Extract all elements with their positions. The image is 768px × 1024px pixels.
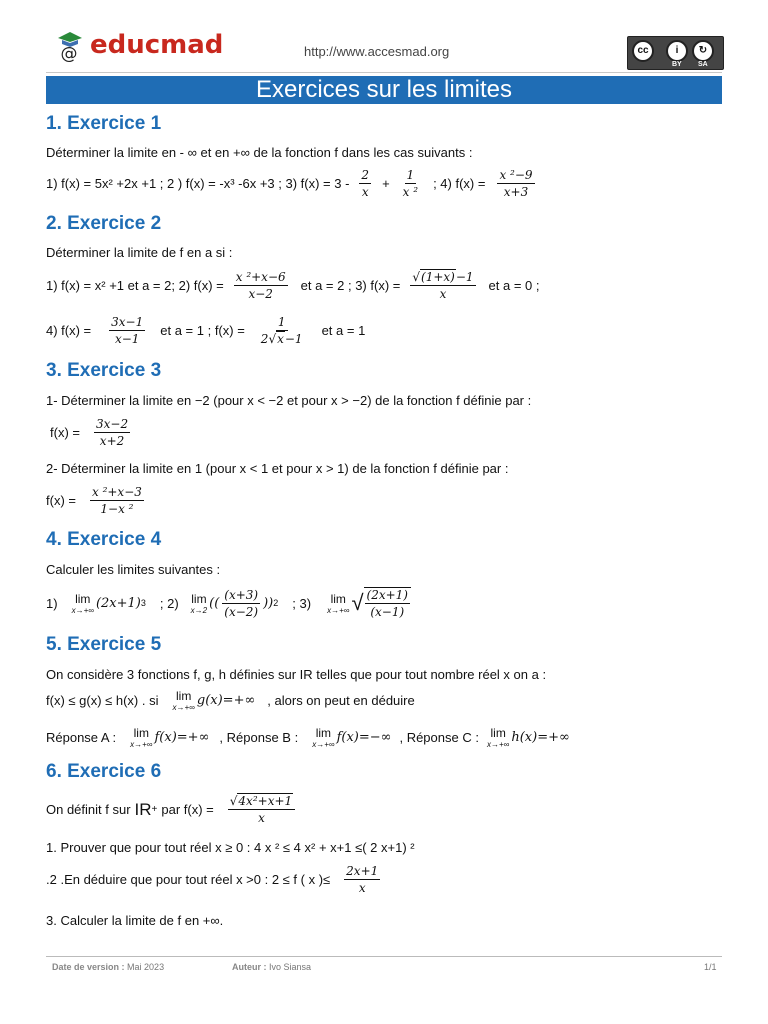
ex1-plus: + <box>382 176 390 191</box>
page-title: Exercices sur les limites <box>46 76 722 104</box>
ex5-ineq-text: f(x) ≤ g(x) ≤ h(x) . si <box>46 693 159 708</box>
ex5-lim-a: lim x→+∞ <box>130 726 153 749</box>
sa-label: SA <box>698 61 708 68</box>
ex5-ineq <box>46 689 415 712</box>
ex4-expr1: (2x+1) <box>95 595 141 611</box>
footer-divider <box>46 956 722 957</box>
ex1-heading: 1. Exercice 1 <box>46 113 162 134</box>
ex4-lim3: lim x→+∞ <box>327 591 350 615</box>
footer-author <box>232 962 311 972</box>
ex1-intro: Déterminer la limite en - ∞ et en +∞ de la fonction f dans les cas suivants : <box>46 145 473 160</box>
ex5-ra-expr: f(x)=+∞ <box>154 730 210 745</box>
ex1-line <box>46 168 538 199</box>
ex1-frac3: $\frac{\text{x ²−9}}{x+3}$ <box>499 168 533 199</box>
ex3-f1 <box>50 417 133 448</box>
ex6-def-b: par f(x) = <box>161 802 214 817</box>
ex5-lim-c: lim x→+∞ <box>486 726 510 749</box>
version-value: Mai 2023 <box>127 962 165 972</box>
ex3-fx1: f(x) = <box>50 425 80 440</box>
ex4-limits <box>46 587 414 619</box>
ex5-lim-g: lim x→+∞ <box>172 689 195 712</box>
ex4-lim2: lim x→2 <box>190 591 208 615</box>
ex1-text-b: ; 4) f(x) = <box>433 176 486 191</box>
ex2-intro: Déterminer la limite de f en a si : <box>46 245 233 260</box>
educmad-logo <box>52 28 223 62</box>
ex1-text-a: 1) f(x) = 5x² +2x +1 ; 2 ) f(x) = -x³ -6x +3 ; 3) f(x) = 3 - <box>46 176 350 191</box>
ex1-frac2: $\frac{1}{\text{x ²}}$ <box>402 168 419 199</box>
by-person-icon: i <box>666 40 688 62</box>
ex2-l1a: 1) f(x) = x² +1 et a = 2; 2) f(x) = <box>46 278 224 293</box>
ex3-fx2: f(x) = <box>46 493 76 508</box>
ex5-then: , alors on peut en déduire <box>267 693 415 708</box>
ex6-q3: 3. Calculer la limite de f en +∞. <box>46 913 224 928</box>
svg-text:@: @ <box>60 44 78 62</box>
ex4-pow2: 2 <box>273 598 279 608</box>
ex3-frac2: $\frac{\text{x ²+x−3}}{\text{1−x ²}}$ <box>91 485 142 516</box>
ex4-lim1: lim x→+∞ <box>71 591 94 615</box>
author-value: Ivo Siansa <box>269 962 312 972</box>
ex3-frac1: $\frac{3x-2}{x+2}$ <box>95 417 129 448</box>
ex5-heading: 5. Exercice 5 <box>46 634 162 655</box>
ex2-frac2: $\frac{√(1+x)-1}{x}$ <box>412 270 474 301</box>
ex6-def-a: On définit f sur <box>46 802 131 817</box>
ex2-l1c: et a = 0 ; <box>488 278 540 293</box>
ex4-pow1: 3 <box>140 598 146 608</box>
page-number: 1/1 <box>704 962 717 972</box>
author-label: Auteur : <box>232 962 267 972</box>
ex4-heading: 4. Exercice 4 <box>46 529 162 550</box>
ex4-frac2: $\frac{(x+3)}{(x-2)}$ <box>224 587 259 619</box>
by-label: BY <box>672 61 682 68</box>
header-divider <box>46 72 722 73</box>
ex4-intro: Calculer les limites suivantes : <box>46 562 221 577</box>
ex6-def <box>46 794 298 825</box>
ex5-answers <box>46 726 570 749</box>
ex2-frac1: $\frac{\text{x ²+x−6}}{x-2}$ <box>235 270 286 301</box>
ex2-line2 <box>46 315 365 346</box>
ex4-paren-open: (( <box>209 595 220 611</box>
ex2-frac3: $\frac{3x-1}{x-1}$ <box>111 315 144 346</box>
ex6-q2 <box>46 864 383 895</box>
ex5-lim-b: lim x→+∞ <box>312 726 335 749</box>
version-label: Date de version : <box>52 962 125 972</box>
ex4-n1: 1) <box>46 595 58 611</box>
ex5-intro: On considère 3 fonctions f, g, h définies sur IR telles que pour tout nombre réel x on a : <box>46 667 547 682</box>
ex3-f2 <box>46 485 147 516</box>
ex5-rb: , Réponse B : <box>219 730 299 745</box>
ex6-q1: 1. Prouver que pour tout réel x ≥ 0 : 4 x ² ≤ 4 x² + x+1 ≤( 2 x+1) ² <box>46 840 415 855</box>
ex5-rb-expr: f(x)=−∞ <box>336 730 392 745</box>
ex3-q1: 1- Déterminer la limite en −2 (pour x < −2 et pour x > −2) de la fonction f définie par : <box>46 393 532 408</box>
ex5-rc-expr: h(x)=+∞ <box>511 730 570 745</box>
ex3-heading: 3. Exercice 3 <box>46 360 162 381</box>
ex6-frac: $\frac{\text{√4x²+x+1}}{x}$ <box>228 794 295 825</box>
ex4-n3: ; 3) <box>292 595 312 611</box>
ex2-frac4: $\frac{1}{2√x-1}$ <box>260 315 303 346</box>
ex5-g-expr: g(x)=+∞ <box>196 693 256 708</box>
logo-text: educmad <box>90 30 224 60</box>
ex2-l1b: et a = 2 ; 3) f(x) = <box>300 278 401 293</box>
footer-version <box>52 962 164 972</box>
site-url[interactable]: http://www.accesmad.org <box>304 44 450 59</box>
ex5-ra: Réponse A : <box>46 730 117 745</box>
sa-share-icon: ↻ <box>692 40 714 62</box>
ex4-frac3: $\frac{(2x+1)}{(x-1)}$ <box>364 587 411 619</box>
ex2-line1 <box>46 270 540 301</box>
ex6-set: IR <box>134 799 152 819</box>
ex4-n2: ; 2) <box>159 595 179 611</box>
ex6-q2-text: .2 .En déduire que pour tout réel x >0 : 2 ≤ f ( x )≤ <box>46 872 331 887</box>
ex4-paren-close: )) <box>263 595 274 611</box>
ex5-rc: , Réponse C : <box>399 730 479 745</box>
ex6-set-sup: + <box>151 804 158 815</box>
ex2-l2b: et a = 1 ; f(x) = <box>160 323 245 338</box>
sqrt-icon: √ <box>351 590 364 615</box>
cc-license-badge <box>627 36 724 70</box>
ex1-frac1: $\frac{2}{x}$ <box>361 168 370 199</box>
ex6-heading: 6. Exercice 6 <box>46 761 162 782</box>
ex2-l2a: 4) f(x) = <box>46 323 92 338</box>
at-book-icon <box>52 28 86 62</box>
ex3-q2: 2- Déterminer la limite en 1 (pour x < 1 et pour x > 1) de la fonction f définie par : <box>46 461 509 476</box>
ex2-heading: 2. Exercice 2 <box>46 213 162 234</box>
ex2-l2c: et a = 1 <box>321 323 366 338</box>
cc-icon: cc <box>632 40 654 62</box>
ex6-q2-frac: $\frac{2x+1}{x}$ <box>346 864 379 895</box>
